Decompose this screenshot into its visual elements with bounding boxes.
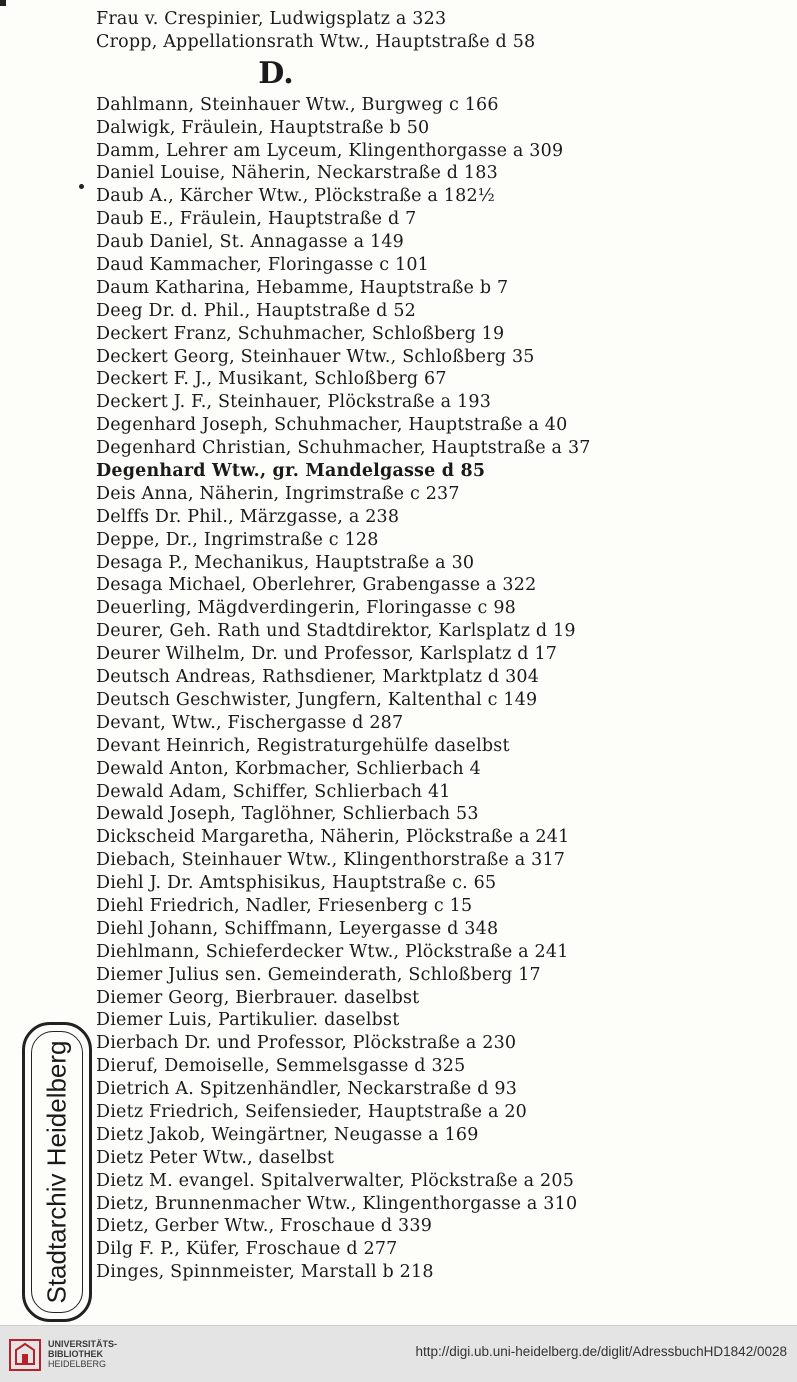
directory-entry: Deuerling, Mägdverdingerin, Floringasse c 98 xyxy=(96,598,516,619)
directory-entry: Diehl J. Dr. Amtsphisikus, Hauptstraße c. 65 xyxy=(96,873,497,894)
directory-entry: Deppe, Dr., Ingrimstraße c 128 xyxy=(96,529,379,550)
section-letter-heading: D. xyxy=(258,55,294,91)
archive-stamp xyxy=(22,1022,92,1322)
directory-entry: Devant Heinrich, Registraturgehülfe daselbst xyxy=(96,735,510,756)
directory-entry: Dietrich A. Spitzenhändler, Neckarstraße d 93 xyxy=(96,1079,518,1100)
directory-entry: Diehlmann, Schieferdecker Wtw., Plöckstraße a 241 xyxy=(96,941,569,962)
directory-entry: Deurer, Geh. Rath und Stadtdirektor, Karlsplatz d 19 xyxy=(96,621,576,642)
directory-entry: Dewald Anton, Korbmacher, Schlierbach 4 xyxy=(96,758,481,779)
directory-entry: Cropp, Appellationsrath Wtw., Hauptstraße d 58 xyxy=(96,31,536,52)
directory-entry: Deckert J. F., Steinhauer, Plöckstraße a 193 xyxy=(96,392,492,413)
directory-entry: Daniel Louise, Näherin, Neckarstraße d 183 xyxy=(96,163,498,184)
scan-corner-mark xyxy=(0,0,6,6)
directory-entry: Devant, Wtw., Fischergasse d 287 xyxy=(96,712,404,733)
directory-entry: Degenhard Joseph, Schuhmacher, Hauptstraße a 40 xyxy=(96,415,568,436)
directory-entry: Damm, Lehrer am Lyceum, Klingenthorgasse a 309 xyxy=(96,140,564,161)
directory-entry: Deis Anna, Näherin, Ingrimstraße c 237 xyxy=(96,483,460,504)
directory-entry: Dalwigk, Fräulein, Hauptstraße b 50 xyxy=(96,117,430,138)
directory-entry: Deurer Wilhelm, Dr. und Professor, Karlsplatz d 17 xyxy=(96,644,558,665)
directory-entry: Diemer Georg, Bierbrauer. daselbst xyxy=(96,987,420,1008)
directory-entry: Dahlmann, Steinhauer Wtw., Burgweg c 166 xyxy=(96,94,499,115)
directory-entry: Dinges, Spinnmeister, Marstall b 218 xyxy=(96,1262,434,1283)
directory-entry: Dietz M. evangel. Spitalverwalter, Plöckstraße a 205 xyxy=(96,1170,575,1191)
archive-stamp-text: Stadtarchiv Heidelberg xyxy=(41,1040,72,1304)
directory-entry: Dietz, Brunnenmacher Wtw., Klingenthorgasse a 310 xyxy=(96,1193,578,1214)
directory-entry: Diehl Friedrich, Nadler, Friesenberg c 15 xyxy=(96,895,473,916)
footer-bar xyxy=(0,1325,797,1382)
directory-entry: Diemer Luis, Partikulier. daselbst xyxy=(96,1010,400,1031)
directory-entry: Dieruf, Demoiselle, Semmelsgasse d 325 xyxy=(96,1056,466,1077)
directory-entry: Dilg F. P., Küfer, Froschaue d 277 xyxy=(96,1239,398,1260)
directory-entry: Deckert Franz, Schuhmacher, Schloßberg 19 xyxy=(96,323,505,344)
source-url[interactable]: http://digi.ub.uni-heidelberg.de/diglit/AdressbuchHD1842/0028 xyxy=(415,1344,787,1359)
directory-entry: Desaga P., Mechanikus, Hauptstraße a 30 xyxy=(96,552,475,573)
logo-line: UNIVERSITÄTS- xyxy=(48,1339,118,1349)
directory-entry: Dietz Peter Wtw., daselbst xyxy=(96,1147,335,1168)
directory-entry: Daub A., Kärcher Wtw., Plöckstraße a 182½ xyxy=(96,186,495,207)
directory-entry: Diehl Johann, Schiffmann, Leyergasse d 348 xyxy=(96,918,499,939)
directory-entry: Degenhard Christian, Schuhmacher, Hauptstraße a 37 xyxy=(96,438,591,459)
directory-entry: Dietz, Gerber Wtw., Froschaue d 339 xyxy=(96,1216,433,1237)
university-library-name xyxy=(48,1339,117,1369)
directory-entry: Diebach, Steinhauer Wtw., Klingenthorstraße a 317 xyxy=(96,850,566,871)
directory-entry: Dewald Adam, Schiffer, Schlierbach 41 xyxy=(96,781,451,802)
directory-entry: Dietz Jakob, Weingärtner, Neugasse a 169 xyxy=(96,1124,479,1145)
directory-entry: Daub E., Fräulein, Hauptstraße d 7 xyxy=(96,209,417,230)
directory-entry: Dierbach Dr. und Professor, Plöckstraße a 230 xyxy=(96,1033,517,1054)
directory-entry: Deckert Georg, Steinhauer Wtw., Schloßberg 35 xyxy=(96,346,535,367)
margin-dot xyxy=(79,184,84,189)
logo-line: BIBLIOTHEK xyxy=(48,1349,103,1359)
directory-entry: Degenhard Wtw., gr. Mandelgasse d 85 xyxy=(96,461,486,482)
entry-list xyxy=(96,94,756,1284)
directory-entries xyxy=(96,8,756,1284)
directory-entry: Dickscheid Margaretha, Näherin, Plöckstraße a 241 xyxy=(96,827,570,848)
directory-entry: Deckert F. J., Musikant, Schloßberg 67 xyxy=(96,369,447,390)
logo-line: HEIDELBERG xyxy=(48,1359,107,1369)
directory-entry: Dewald Joseph, Taglöhner, Schlierbach 53 xyxy=(96,804,479,825)
directory-entry: Deeg Dr. d. Phil., Hauptstraße d 52 xyxy=(96,300,417,321)
directory-entry: Dietz Friedrich, Seifensieder, Hauptstraße a 20 xyxy=(96,1101,528,1122)
directory-entry: Daud Kammacher, Floringasse c 101 xyxy=(96,255,430,276)
directory-entry: Frau v. Crespinier, Ludwigsplatz a 323 xyxy=(96,9,447,29)
directory-entry: Deutsch Andreas, Rathsdiener, Marktplatz d 304 xyxy=(96,667,540,688)
directory-entry: Daub Daniel, St. Annagasse a 149 xyxy=(96,232,404,253)
directory-entry: Deutsch Geschwister, Jungfern, Kaltenthal c 149 xyxy=(96,689,538,710)
directory-entry: Diemer Julius sen. Gemeinderath, Schloßberg 17 xyxy=(96,964,541,985)
directory-entry: Desaga Michael, Oberlehrer, Grabengasse a 322 xyxy=(96,575,537,596)
directory-entry: Delffs Dr. Phil., Märzgasse, a 238 xyxy=(96,506,400,527)
university-library-logo-icon xyxy=(8,1336,42,1372)
directory-entry: Daum Katharina, Hebamme, Hauptstraße b 7 xyxy=(96,277,509,298)
